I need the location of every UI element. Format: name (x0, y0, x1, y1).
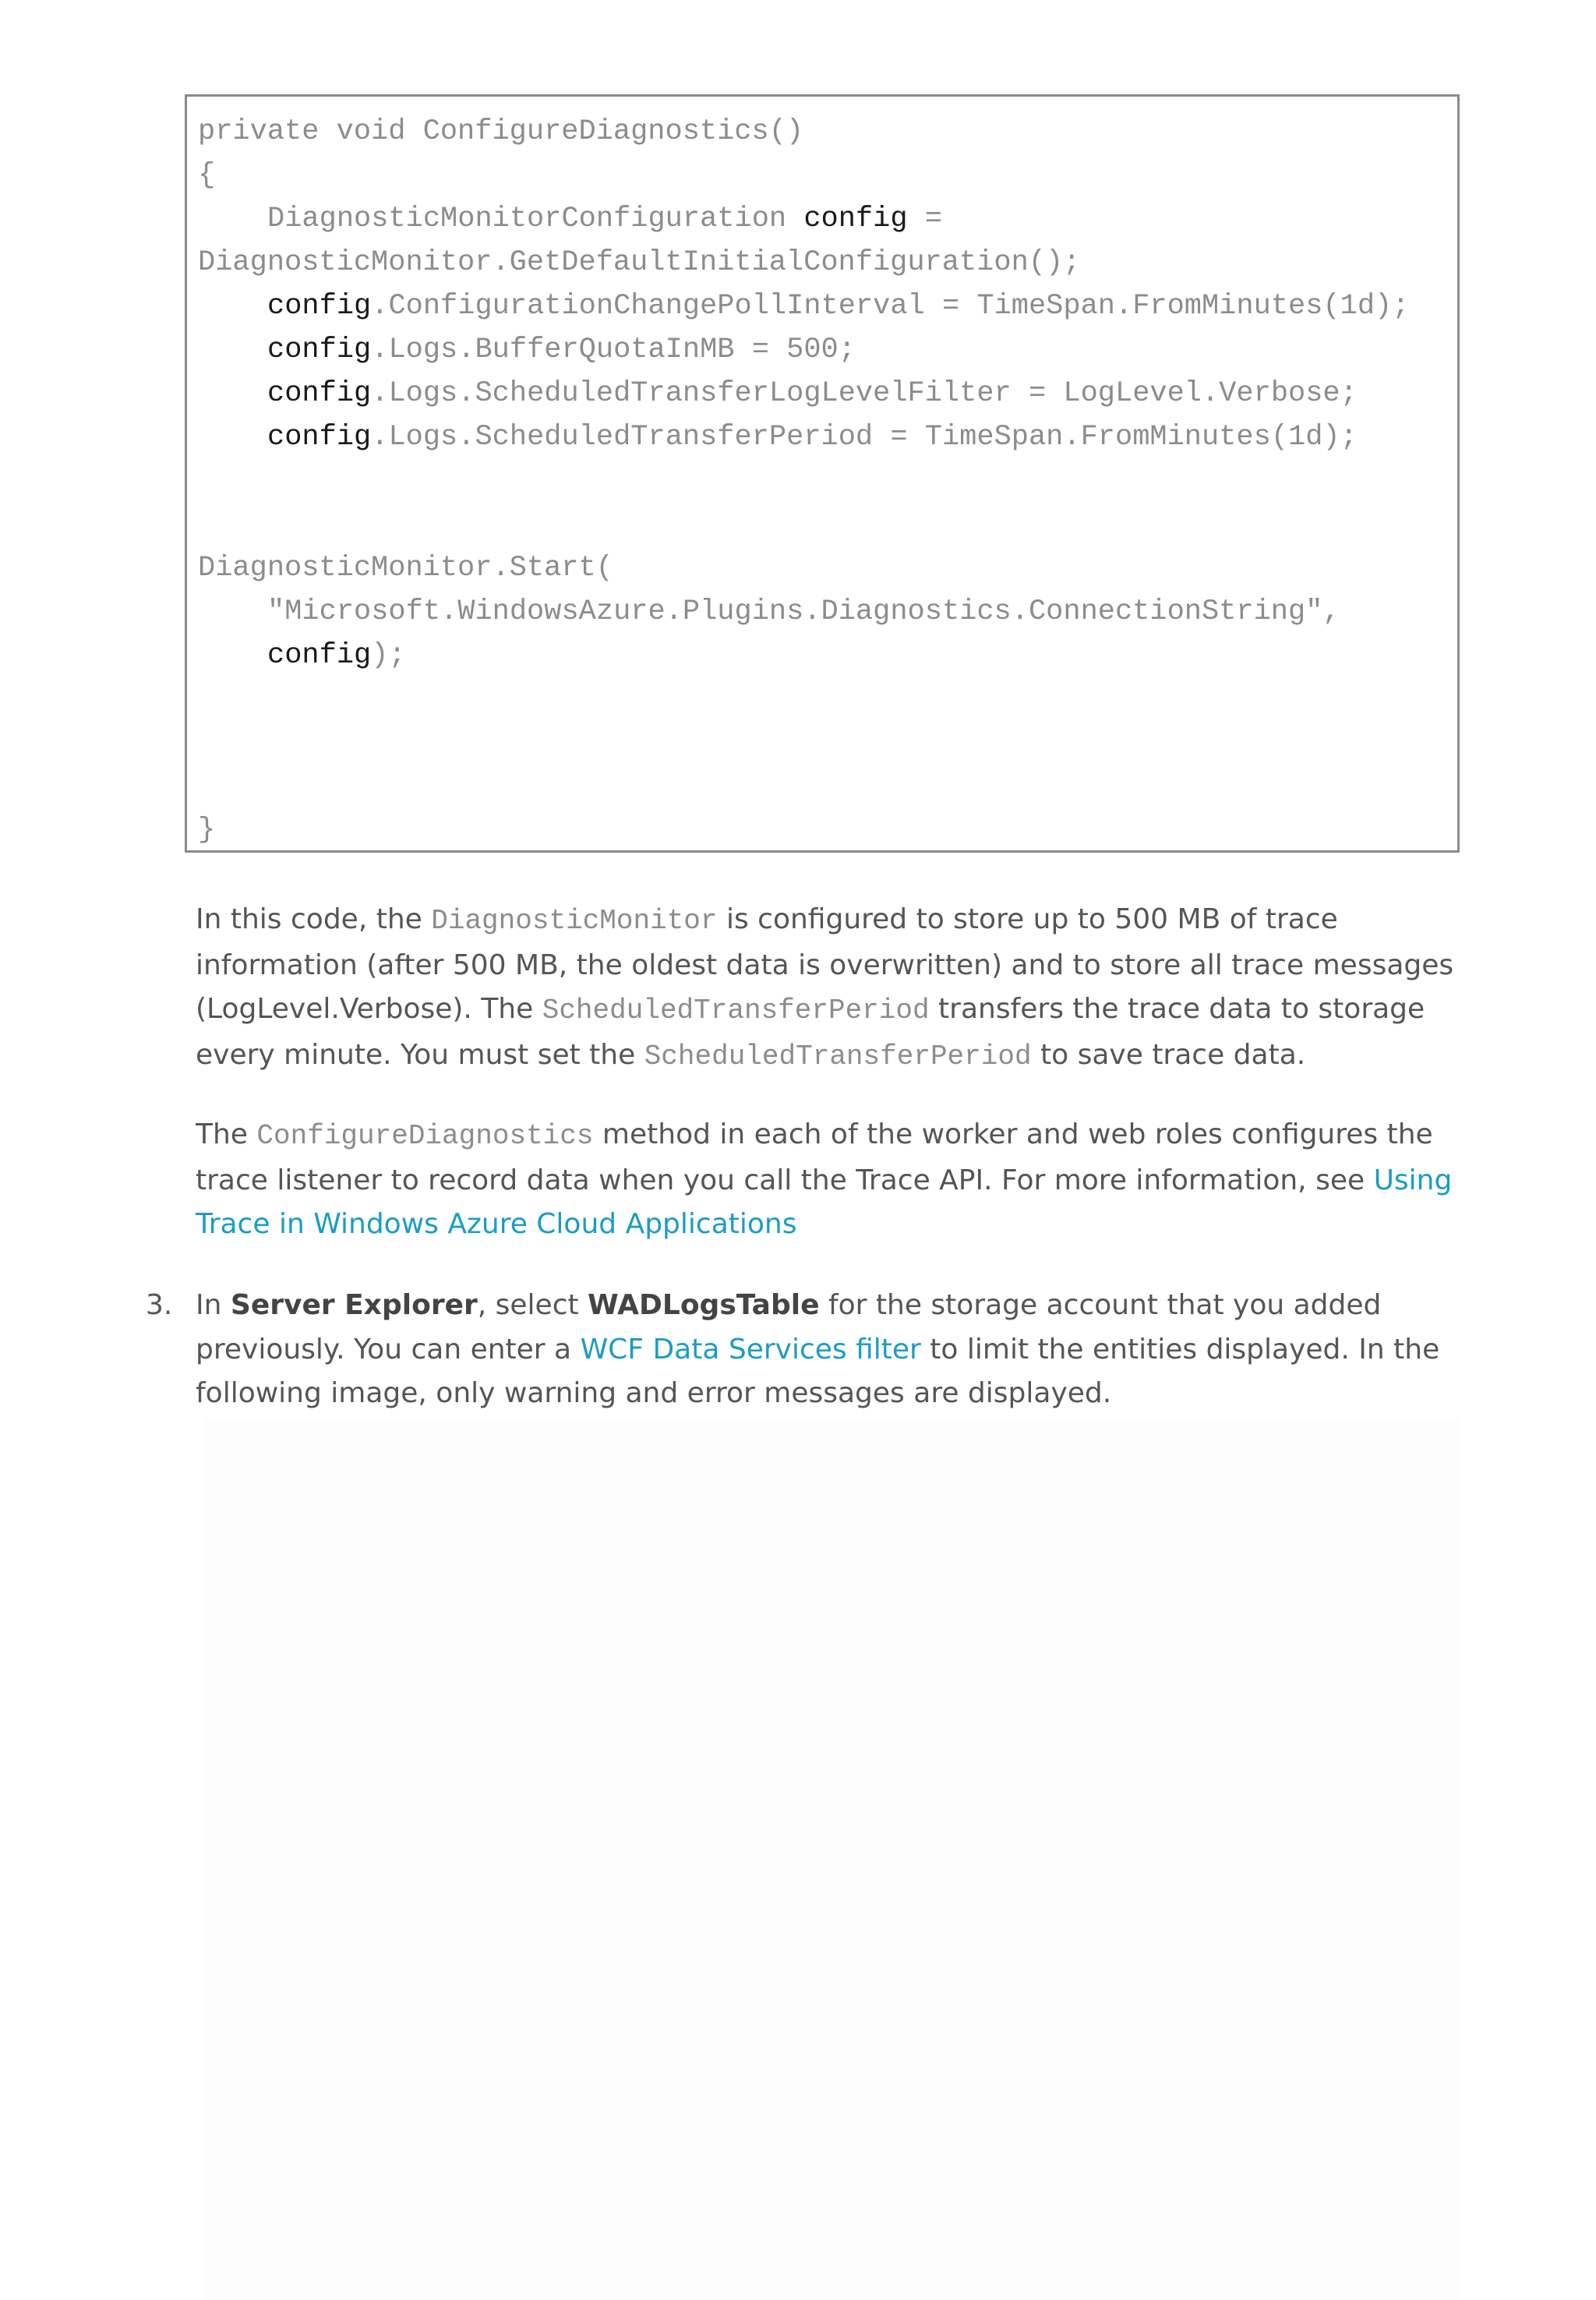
using-trace-link[interactable]: Using Trace in Windows Azure Cloud Applications (196, 1164, 1453, 1240)
paragraph-code-explanation: In this code, the DiagnosticMonitor is configured to store up to 500 MB of trace information (after 500 MB, the oldest data is overwritten) and to store all trace messages (LogLevel.Verbose). The ScheduledTransferPeriod transfers the trace data to storage every minute. You must set the ScheduledTransferPeriod to save trace data. (196, 903, 1454, 1072)
image-placeholder (204, 1419, 1459, 2300)
code-line: "Microsoft.WindowsAzure.Plugins.Diagnostics.ConnectionString", (267, 595, 1340, 628)
code-line: config.Logs.ScheduledTransferPeriod = TimeSpan.FromMinutes(1d); (267, 421, 1358, 454)
code-line: private void ConfigureDiagnostics() (198, 115, 804, 148)
step-3-text: In Server Explorer, select WADLogsTable for the storage account that you added previously. You can enter a WCF Data Services filter to limit the entities displayed. In the following image, only warning and error messages are displayed. (196, 1289, 1440, 1409)
code-line: config.Logs.ScheduledTransferLogLevelFilter = LogLevel.Verbose; (267, 377, 1358, 410)
step-number: 3. (146, 1289, 173, 1321)
code-line: config.ConfigurationChangePollInterval = TimeSpan.FromMinutes(1d); (267, 290, 1410, 323)
code-line: DiagnosticMonitor.GetDefaultInitialConfiguration(); (198, 246, 1081, 279)
code-line: { (198, 159, 216, 192)
wcf-filter-link[interactable]: WCF Data Services filter (580, 1333, 921, 1366)
code-line: config); (267, 639, 406, 672)
code-line: config.Logs.BufferQuotaInMB = 500; (267, 334, 856, 366)
paragraph-configure-diagnostics: The ConfigureDiagnostics method in each of the worker and web roles configures the trace listener to record data when you call the Trace API. For more information, see Using Trace in Windows Azure Cloud Applications (196, 1118, 1453, 1240)
code-line: } (198, 814, 216, 846)
code-block (185, 94, 1460, 853)
code-line: DiagnosticMonitorConfiguration config = (267, 203, 942, 235)
code-line: DiagnosticMonitor.Start( (198, 552, 613, 585)
